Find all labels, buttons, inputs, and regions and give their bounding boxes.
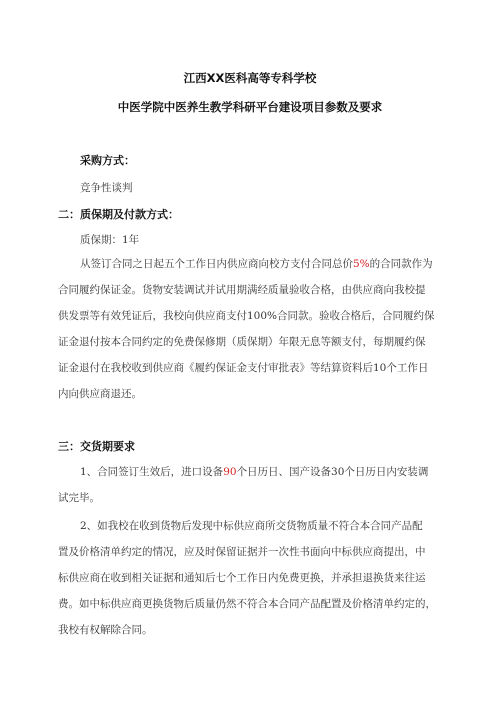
deposit-percent: 5% (353, 258, 370, 270)
delivery-item2-line-5: 我校有权解除合同。 (58, 624, 153, 636)
document-title-school: 江西XX医科高等专科学校 (183, 71, 317, 85)
delivery-item2-line-1: 2、如我校在收到货物后发现中标供应商所交货物质量不符合本合同产品配 (80, 520, 423, 532)
payment-line-5: 证金退付在我校收到供应商《履约保证金支付审批表》等结算资料后10个工作日 (58, 362, 429, 374)
payment-line-2: 合同履约保证金。货物安装调试并试用期满经质量验收合格，由供应商向我校提 (58, 284, 426, 296)
delivery-item1-line-1: 1、合同签订生效后，进口设备90个日历日、国产设备30个日历日内安装调 (80, 466, 429, 478)
procurement-method-heading: 采购方式： (80, 154, 135, 167)
import-days: 90 (223, 466, 237, 478)
warranty-period: 质保期：1年 (80, 234, 140, 246)
section3-heading: 三：交货期要求 (58, 440, 135, 453)
delivery-item2-line-4: 费。如中标供应商更换货物后质量仍然不符合本合同产品配置及价格清单约定的， (58, 598, 436, 610)
delivery-item1-line-2: 试完毕。 (58, 492, 100, 504)
payment-line-1: 从签订合同之日起五个工作日内供应商向校方支付合同总价5%的合同款作为 (80, 258, 433, 270)
delivery-item2-line-3: 标供应商在收到相关证据和通知后七个工作日内免费更换，并承担退换货来往运 (58, 572, 426, 584)
payment-line-4: 证金退付按本合同约定的免费保修期（质保期）年限无息等额支付，每期履约保 (58, 336, 426, 348)
section2-heading: 二：质保期及付款方式： (58, 208, 179, 221)
payment-line-6: 内向供应商退还。 (58, 388, 142, 400)
payment-line-3: 供发票等有效凭证后，我校向供应商支付100%合同款。验收合格后，合同履约保 (58, 310, 435, 322)
procurement-method-value: 竞争性谈判 (80, 182, 133, 194)
delivery-item2-line-2: 置及价格清单约定的情况，应及时保留证据并一次性书面向中标供应商提出，中 (58, 546, 426, 558)
document-title-project: 中医学院中医养生教学科研平台建设项目参数及要求 (117, 100, 383, 114)
